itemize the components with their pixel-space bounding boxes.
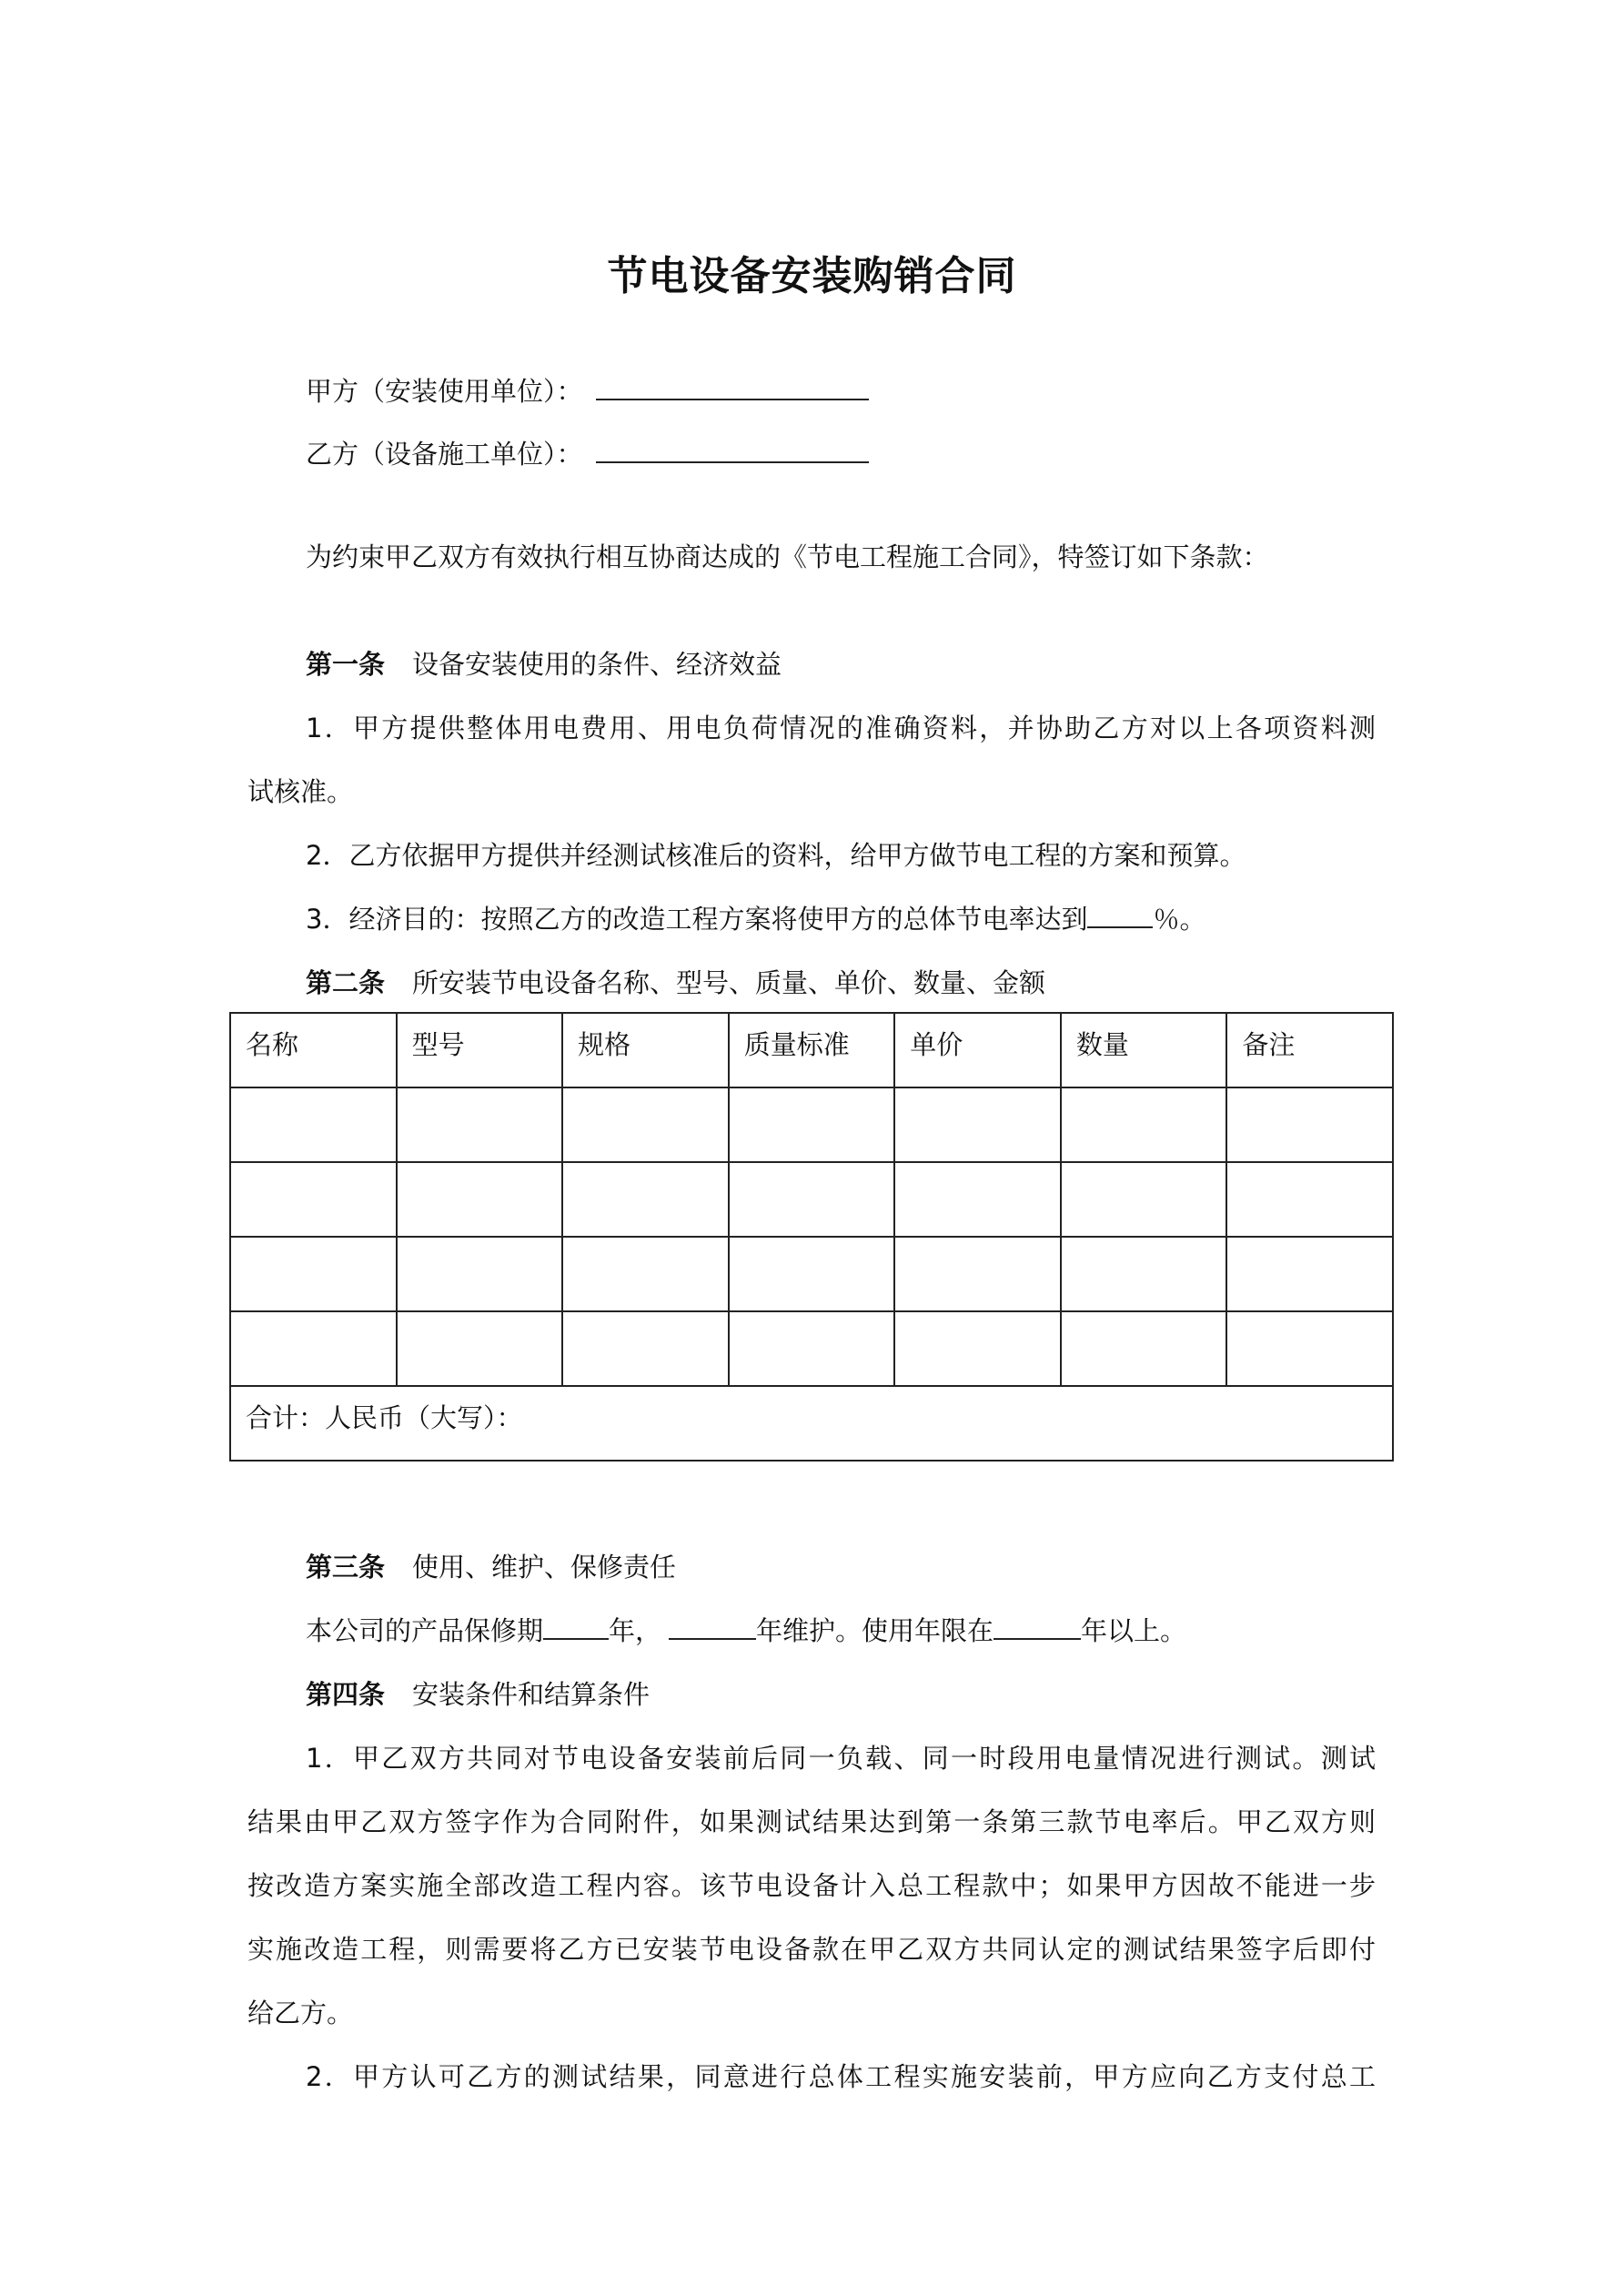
article-1-heading	[306, 646, 782, 683]
article-3-number: 第三条	[306, 1552, 386, 1583]
header-cell-spec	[562, 1013, 729, 1087]
table-cell[interactable]	[729, 1162, 895, 1237]
article-2-number: 第二条	[306, 967, 386, 998]
table-cell[interactable]	[230, 1087, 397, 1162]
article-4-title: 安装条件和结算条件	[412, 1679, 651, 1710]
table-cell[interactable]	[1226, 1087, 1393, 1162]
header-cell-price	[894, 1013, 1061, 1087]
party-a-line	[306, 371, 869, 410]
party-a-blank[interactable]	[596, 371, 869, 400]
article-1-item-3-suffix: ％。	[1153, 904, 1206, 935]
table-cell[interactable]	[894, 1162, 1061, 1237]
article-3-text	[306, 1613, 1186, 1649]
table-cell[interactable]	[397, 1311, 563, 1386]
table-cell[interactable]	[1061, 1237, 1227, 1311]
saving-rate-blank[interactable]	[1087, 901, 1153, 928]
header-label: 规格	[578, 1029, 631, 1060]
table-cell[interactable]	[1226, 1162, 1393, 1237]
table-cell[interactable]	[1061, 1087, 1227, 1162]
table-cell[interactable]	[894, 1311, 1061, 1386]
table-cell[interactable]	[1226, 1237, 1393, 1311]
header-label: 数量	[1075, 1029, 1129, 1060]
table-cell[interactable]	[397, 1162, 563, 1237]
article-1-item-3	[306, 901, 1205, 937]
article-1-number: 第一条	[306, 649, 386, 680]
table-row	[230, 1311, 1393, 1386]
warranty-text-2: 年，	[609, 1615, 662, 1646]
article-1-item-1-line-1: 1．甲方提供整体用电费用、用电负荷情况的准确资料，并协助乙方对以上各项资料测	[306, 713, 1376, 743]
header-cell-model	[397, 1013, 563, 1087]
table-cell[interactable]	[729, 1087, 895, 1162]
party-b-blank[interactable]	[596, 434, 869, 463]
table-row	[230, 1087, 1393, 1162]
article-1-item-3-text: 3．经济目的：按照乙方的改造工程方案将使甲方的总体节电率达到	[306, 904, 1088, 935]
service-life-blank[interactable]	[994, 1613, 1081, 1640]
article-3-title: 使用、维护、保修责任	[412, 1552, 677, 1583]
table-cell[interactable]	[894, 1087, 1061, 1162]
table-cell[interactable]	[230, 1311, 397, 1386]
header-cell-quality	[729, 1013, 895, 1087]
article-1-item-2: 2．乙方依据甲方提供并经测试核准后的资料，给甲方做节电工程的方案和预算。	[306, 840, 1246, 871]
warranty-text-1: 本公司的产品保修期	[306, 1615, 544, 1646]
total-label: 合计：人民币（大写）：	[246, 1402, 523, 1433]
article-4-item-1-line: 1．甲乙双方共同对节电设备安装前后同一负载、同一时段用电量情况进行测试。测试	[306, 1743, 1376, 1774]
maintenance-years-blank[interactable]	[669, 1613, 756, 1640]
article-4-item-2-line: 2．甲方认可乙方的测试结果，同意进行总体工程实施安装前，甲方应向乙方支付总工	[306, 2061, 1376, 2092]
header-cell-remarks	[1226, 1013, 1393, 1087]
document-title: 节电设备安装购销合同	[607, 253, 1017, 299]
table-cell[interactable]	[230, 1237, 397, 1311]
article-4-item-1-line: 实施改造工程，则需要将乙方已安装节电设备款在甲乙双方共同认定的测试结果签字后即付	[247, 1934, 1376, 1965]
article-1-item-1-line-2: 试核准。	[247, 776, 354, 807]
header-label: 型号	[411, 1029, 465, 1060]
article-2-title: 所安装节电设备名称、型号、质量、单价、数量、金额	[412, 967, 1046, 998]
header-label: 单价	[910, 1029, 963, 1060]
table-total-row	[230, 1386, 1393, 1461]
warranty-text-4: 年以上。	[1081, 1615, 1187, 1646]
article-4-number: 第四条	[306, 1679, 386, 1710]
table-body	[230, 1087, 1393, 1461]
table-cell[interactable]	[397, 1237, 563, 1311]
header-cell-name	[230, 1013, 397, 1087]
table-cell[interactable]	[397, 1087, 563, 1162]
party-a-label: 甲方（安装使用单位）：	[306, 376, 583, 407]
article-2-heading	[306, 965, 1045, 1001]
warranty-text-3: 年维护。使用年限在	[756, 1615, 994, 1646]
table-cell[interactable]	[562, 1087, 729, 1162]
table-cell[interactable]	[1061, 1311, 1227, 1386]
table-header-row	[230, 1013, 1393, 1087]
warranty-years-blank[interactable]	[543, 1613, 609, 1640]
header-label: 备注	[1242, 1029, 1296, 1060]
table-cell[interactable]	[562, 1311, 729, 1386]
table-cell[interactable]	[1061, 1162, 1227, 1237]
article-4-item-1-line: 结果由甲乙双方签字作为合同附件，如果测试结果达到第一条第三款节电率后。甲乙双方则	[247, 1806, 1376, 1837]
header-label: 质量标准	[743, 1029, 850, 1060]
table-cell[interactable]	[562, 1237, 729, 1311]
preamble: 为约束甲乙双方有效执行相互协商达成的《节电工程施工合同》，特签订如下条款：	[306, 541, 1269, 572]
equipment-table	[229, 1012, 1394, 1462]
table-row	[230, 1162, 1393, 1237]
table-row	[230, 1237, 1393, 1311]
table-cell[interactable]	[894, 1237, 1061, 1311]
table-cell[interactable]	[729, 1237, 895, 1311]
article-1-title: 设备安装使用的条件、经济效益	[412, 649, 782, 680]
article-4-item-1-line: 按改造方案实施全部改造工程内容。该节电设备计入总工程款中；如果甲方因故不能进一步	[247, 1870, 1376, 1901]
article-3-heading	[306, 1549, 676, 1585]
header-label: 名称	[246, 1029, 299, 1060]
table-cell[interactable]	[729, 1311, 895, 1386]
total-cell[interactable]	[230, 1386, 1393, 1461]
table-cell[interactable]	[230, 1162, 397, 1237]
table-cell[interactable]	[562, 1162, 729, 1237]
header-cell-quantity	[1061, 1013, 1227, 1087]
party-b-line	[306, 434, 869, 472]
table-cell[interactable]	[1226, 1311, 1393, 1386]
article-4-heading	[306, 1676, 650, 1713]
article-4-item-1-line: 给乙方。	[247, 1998, 354, 2028]
party-b-label: 乙方（设备施工单位）：	[306, 439, 583, 470]
